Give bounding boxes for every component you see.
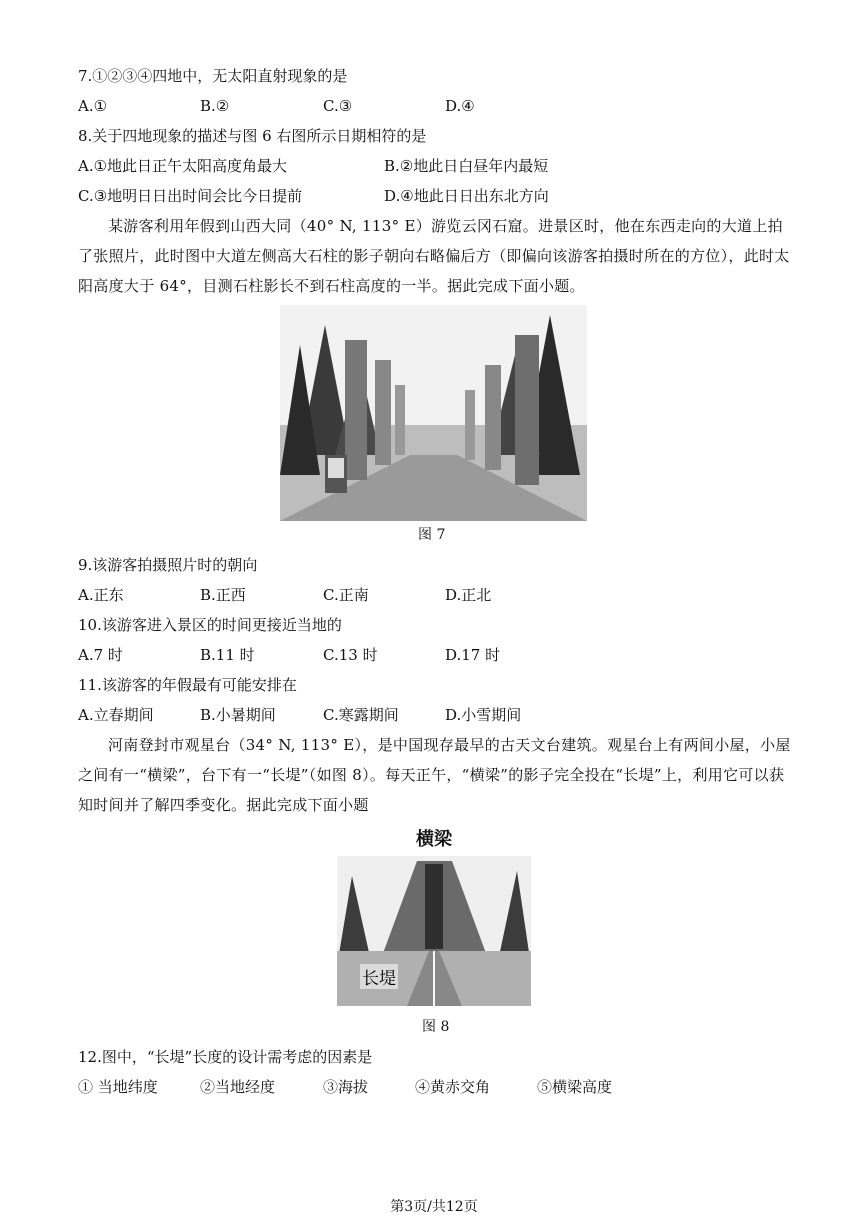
q7-option-b: B.② <box>200 97 230 115</box>
q12-option-3: ③海拔 <box>323 1078 369 1096</box>
q11-option-c: C.寒露期间 <box>323 706 399 724</box>
page-number: 第3页/共12页 <box>390 1199 478 1215</box>
q9-option-a: A.正东 <box>78 586 124 604</box>
q9-option-d: D.正北 <box>445 586 492 604</box>
q7-option-d: D.④ <box>445 97 475 115</box>
q10-stem: 10.该游客进入景区的时间更接近当地的 <box>78 616 342 634</box>
figure8-label-causeway: 长堤 <box>360 964 398 989</box>
q12-option-2: ②当地经度 <box>200 1078 276 1096</box>
q10-option-b: B.11 时 <box>200 646 255 664</box>
q11-option-b: B.小暑期间 <box>200 706 276 724</box>
figure8-caption: 图 8 <box>422 1019 450 1035</box>
q8-option-d: D.④地此日日出东北方向 <box>384 187 549 205</box>
q9-stem: 9.该游客拍摄照片时的朝向 <box>78 556 258 574</box>
q8-stem: 8.关于四地现象的描述与图 6 右图所示日期相符的是 <box>78 127 427 145</box>
figure7-caption: 图 7 <box>418 527 446 543</box>
q10-option-a: A.7 时 <box>78 646 123 664</box>
figure7-illustration <box>280 305 587 521</box>
q11-option-d: D.小雪期间 <box>445 706 522 724</box>
q12-option-5: ⑤横梁高度 <box>537 1078 613 1096</box>
figure7-photo <box>280 305 587 521</box>
q8-option-c: C.③地明日日出时间会比今日提前 <box>78 187 303 205</box>
q12-option-1: ① 当地纬度 <box>78 1078 158 1096</box>
q12-option-4: ④黄赤交角 <box>415 1078 491 1096</box>
q9-option-b: B.正西 <box>200 586 246 604</box>
q7-stem: 7.①②③④四地中，无太阳直射现象的是 <box>78 67 348 85</box>
figure8-title: 横梁 <box>416 829 452 850</box>
q11-stem: 11.该游客的年假最有可能安排在 <box>78 676 297 694</box>
q10-option-d: D.17 时 <box>445 646 501 664</box>
q11-option-a: A.立春期间 <box>78 706 154 724</box>
q10-option-c: C.13 时 <box>323 646 378 664</box>
passage-guanxingtai: 河南登封市观星台（34° N, 113° E），是中国现存最早的古天文台建筑。观星台上有两间小屋，小屋之间有一“横梁”，台下有一“长堤”（如图 8）。每天正午，“横梁”的影子完全投在“长堤”上，利用它可以获知时间并了解四季变化。据此完成下面小题 <box>78 736 791 814</box>
q12-stem: 12.图中，“长堤”长度的设计需考虑的因素是 <box>78 1048 373 1066</box>
q7-option-c: C.③ <box>323 97 353 115</box>
q8-option-a: A.①地此日正午太阳高度角最大 <box>78 157 288 175</box>
q7-option-a: A.① <box>78 97 108 115</box>
passage-yungang: 某游客利用年假到山西大同（40° N, 113° E）游览云冈石窟。进景区时，他在东西走向的大道上拍了张照片，此时图中大道左侧高大石柱的影子朝向右略偏后方（即偏向该游客拍摄时所在的方位），此时太阳高度大于 64°，目测石柱影长不到石柱高度的一半。据此完成下面小题。 <box>78 217 790 295</box>
q9-option-c: C.正南 <box>323 586 369 604</box>
q8-option-b: B.②地此日白昼年内最短 <box>384 157 549 175</box>
